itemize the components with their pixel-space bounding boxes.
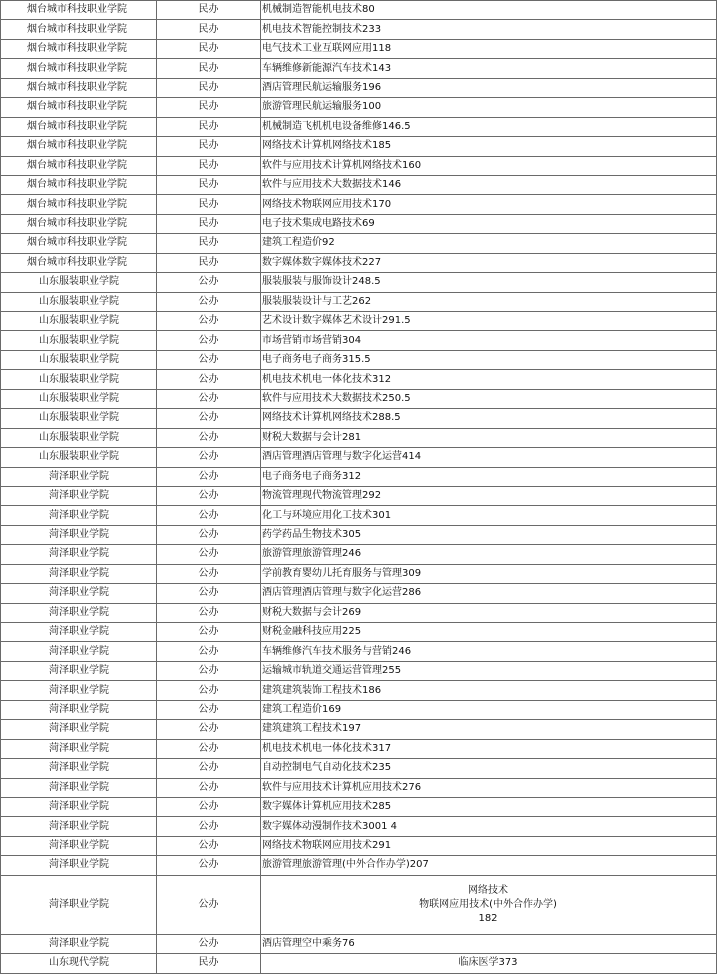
school-name-cell: 菏泽职业学院: [1, 661, 157, 680]
school-name-cell: 烟台城市科技职业学院: [1, 195, 157, 214]
school-name-cell: 烟台城市科技职业学院: [1, 253, 157, 272]
major-score-cell: 电子技术集成电路技术69: [261, 214, 717, 233]
major-score-cell: 酒店管理酒店管理与数字化运营286: [261, 584, 717, 603]
school-name-cell: 菏泽职业学院: [1, 506, 157, 525]
school-type-cell: 民办: [157, 195, 261, 214]
school-type-cell: 民办: [157, 156, 261, 175]
major-score-cell: 学前教育婴幼儿托育服务与管理309: [261, 564, 717, 583]
school-type-cell: 民办: [157, 78, 261, 97]
major-score-cell: 临床医学373: [261, 954, 717, 973]
table-row: [1, 934, 717, 953]
table-row: [1, 59, 717, 78]
school-type-cell: 民办: [157, 954, 261, 973]
school-type-cell: 公办: [157, 739, 261, 758]
school-name-cell: 菏泽职业学院: [1, 642, 157, 661]
major-score-cell: 机电技术机电一体化技术312: [261, 370, 717, 389]
major-score-cell: 艺术设计数字媒体艺术设计291.5: [261, 312, 717, 331]
major-score-cell: 数字媒体数字媒体技术227: [261, 253, 717, 272]
school-name-cell: 山东服装职业学院: [1, 409, 157, 428]
major-score-cell: [261, 875, 717, 934]
school-type-cell: 公办: [157, 642, 261, 661]
table-row: [1, 331, 717, 350]
table-row: [1, 98, 717, 117]
school-type-cell: 民办: [157, 39, 261, 58]
school-name-cell: 烟台城市科技职业学院: [1, 20, 157, 39]
major-score-cell: 软件与应用技术大数据技术146: [261, 175, 717, 194]
major-score-cell: 酒店管理民航运输服务196: [261, 78, 717, 97]
school-name-cell: 烟台城市科技职业学院: [1, 156, 157, 175]
school-type-cell: 公办: [157, 623, 261, 642]
major-score-cell: 酒店管理空中乘务76: [261, 934, 717, 953]
major-score-cell: 建筑工程造价169: [261, 700, 717, 719]
school-type-cell: 公办: [157, 836, 261, 855]
school-type-cell: 公办: [157, 525, 261, 544]
school-type-cell: 民办: [157, 117, 261, 136]
school-name-cell: 烟台城市科技职业学院: [1, 1, 157, 20]
major-score-cell: 财税大数据与会计269: [261, 603, 717, 622]
school-type-cell: 公办: [157, 934, 261, 953]
school-name-cell: 烟台城市科技职业学院: [1, 137, 157, 156]
school-type-cell: 民办: [157, 20, 261, 39]
major-score-cell: 网络技术计算机网络技术185: [261, 137, 717, 156]
school-type-cell: 公办: [157, 389, 261, 408]
school-type-cell: 民办: [157, 253, 261, 272]
table-row: [1, 681, 717, 700]
school-name-cell: 烟台城市科技职业学院: [1, 214, 157, 233]
school-type-cell: 公办: [157, 759, 261, 778]
school-type-cell: 公办: [157, 409, 261, 428]
school-name-cell: 山东现代学院: [1, 954, 157, 973]
school-type-cell: 公办: [157, 564, 261, 583]
major-score-cell: 数字媒体计算机应用技术285: [261, 797, 717, 816]
school-type-cell: 公办: [157, 448, 261, 467]
school-type-cell: 民办: [157, 175, 261, 194]
table-row: [1, 584, 717, 603]
table-row: [1, 623, 717, 642]
major-score-cell: 车辆维修汽车技术服务与营销246: [261, 642, 717, 661]
school-name-cell: 山东服装职业学院: [1, 331, 157, 350]
school-name-cell: 菏泽职业学院: [1, 817, 157, 836]
table-row: [1, 156, 717, 175]
table-row: [1, 234, 717, 253]
table-row: [1, 486, 717, 505]
major-score-cell: 财税金融科技应用225: [261, 623, 717, 642]
table-row: [1, 137, 717, 156]
table-row: [1, 409, 717, 428]
major-score-cell: 化工与环境应用化工技术301: [261, 506, 717, 525]
major-score-cell: 机电技术机电一体化技术317: [261, 739, 717, 758]
table-row: [1, 117, 717, 136]
school-type-cell: 公办: [157, 506, 261, 525]
school-name-cell: 烟台城市科技职业学院: [1, 59, 157, 78]
school-name-cell: 菏泽职业学院: [1, 564, 157, 583]
school-name-cell: 烟台城市科技职业学院: [1, 117, 157, 136]
major-score-cell: 建筑工程造价92: [261, 234, 717, 253]
school-type-cell: 公办: [157, 856, 261, 875]
table-row: [1, 739, 717, 758]
table-row: [1, 253, 717, 272]
school-name-cell: 菏泽职业学院: [1, 739, 157, 758]
major-score-line: 物联网应用技术(中外合作办学): [419, 898, 557, 910]
table-row: [1, 700, 717, 719]
school-name-cell: 菏泽职业学院: [1, 584, 157, 603]
table-row: [1, 817, 717, 836]
school-type-cell: 公办: [157, 778, 261, 797]
school-name-cell: 菏泽职业学院: [1, 875, 157, 934]
major-score-cell: 财税大数据与会计281: [261, 428, 717, 447]
school-name-cell: 菏泽职业学院: [1, 603, 157, 622]
table-row: [1, 273, 717, 292]
school-name-cell: 菏泽职业学院: [1, 778, 157, 797]
school-type-cell: 民办: [157, 137, 261, 156]
school-type-cell: 公办: [157, 486, 261, 505]
score-table-body: [1, 1, 717, 974]
school-type-cell: 公办: [157, 817, 261, 836]
school-type-cell: 公办: [157, 370, 261, 389]
major-score-cell: 软件与应用技术计算机应用技术276: [261, 778, 717, 797]
table-row: [1, 39, 717, 58]
school-type-cell: 民办: [157, 234, 261, 253]
table-row: [1, 954, 717, 973]
major-score-cell: 数字媒体动漫制作技术3001 4: [261, 817, 717, 836]
major-score-cell: 旅游管理旅游管理(中外合作办学)207: [261, 856, 717, 875]
table-row: [1, 545, 717, 564]
major-score-cell: 酒店管理酒店管理与数字化运营414: [261, 448, 717, 467]
table-row: [1, 856, 717, 875]
school-name-cell: 烟台城市科技职业学院: [1, 234, 157, 253]
table-row: [1, 389, 717, 408]
table-row: [1, 759, 717, 778]
major-score-cell: 网络技术物联网应用技术170: [261, 195, 717, 214]
table-row: [1, 428, 717, 447]
school-name-cell: 烟台城市科技职业学院: [1, 78, 157, 97]
table-row: [1, 467, 717, 486]
table-row: [1, 642, 717, 661]
school-type-cell: 公办: [157, 603, 261, 622]
school-type-cell: 公办: [157, 350, 261, 369]
school-name-cell: 菏泽职业学院: [1, 856, 157, 875]
school-type-cell: 民办: [157, 1, 261, 20]
major-score-cell: 机械制造智能机电技术80: [261, 1, 717, 20]
major-score-cell: 软件与应用技术计算机网络技术160: [261, 156, 717, 175]
school-name-cell: 菏泽职业学院: [1, 720, 157, 739]
table-row: [1, 797, 717, 816]
school-name-cell: 山东服装职业学院: [1, 292, 157, 311]
major-score-cell: 物流管理现代物流管理292: [261, 486, 717, 505]
major-score-cell: 电子商务电子商务312: [261, 467, 717, 486]
table-row: [1, 603, 717, 622]
school-type-cell: 公办: [157, 428, 261, 447]
school-type-cell: 公办: [157, 681, 261, 700]
table-row: [1, 20, 717, 39]
school-name-cell: 山东服装职业学院: [1, 350, 157, 369]
school-name-cell: 烟台城市科技职业学院: [1, 39, 157, 58]
school-name-cell: 山东服装职业学院: [1, 428, 157, 447]
table-row: [1, 448, 717, 467]
school-name-cell: 菏泽职业学院: [1, 467, 157, 486]
table-row: [1, 525, 717, 544]
school-name-cell: 菏泽职业学院: [1, 934, 157, 953]
school-name-cell: 山东服装职业学院: [1, 370, 157, 389]
school-type-cell: 公办: [157, 797, 261, 816]
school-type-cell: 民办: [157, 214, 261, 233]
school-type-cell: 公办: [157, 661, 261, 680]
table-row: [1, 778, 717, 797]
major-score-cell: 网络技术物联网应用技术291: [261, 836, 717, 855]
school-name-cell: 菏泽职业学院: [1, 681, 157, 700]
major-score-cell: 电子商务电子商务315.5: [261, 350, 717, 369]
table-row: [1, 836, 717, 855]
school-name-cell: 烟台城市科技职业学院: [1, 98, 157, 117]
table-row: [1, 506, 717, 525]
major-score-cell: 服装服装与服饰设计248.5: [261, 273, 717, 292]
major-score-cell: 建筑建筑工程技术197: [261, 720, 717, 739]
school-type-cell: 公办: [157, 700, 261, 719]
table-row: [1, 720, 717, 739]
major-score-cell: 运输城市轨道交通运营管理255: [261, 661, 717, 680]
major-score-cell: 车辆维修新能源汽车技术143: [261, 59, 717, 78]
table-row: [1, 661, 717, 680]
major-score-cell: 服装服装设计与工艺262: [261, 292, 717, 311]
school-name-cell: 山东服装职业学院: [1, 312, 157, 331]
table-row: [1, 564, 717, 583]
school-type-cell: 公办: [157, 720, 261, 739]
major-score-line: 182: [478, 912, 498, 924]
school-type-cell: 公办: [157, 545, 261, 564]
school-name-cell: 山东服装职业学院: [1, 448, 157, 467]
table-row: [1, 312, 717, 331]
school-type-cell: 公办: [157, 312, 261, 331]
major-score-cell: 建筑建筑装饰工程技术186: [261, 681, 717, 700]
major-score-cell: 旅游管理旅游管理246: [261, 545, 717, 564]
major-score-cell: 自动控制电气自动化技术235: [261, 759, 717, 778]
table-row: [1, 214, 717, 233]
major-score-cell: 网络技术计算机网络技术288.5: [261, 409, 717, 428]
major-score-cell: 机械制造飞机机电设备维修146.5: [261, 117, 717, 136]
table-row: [1, 875, 717, 934]
table-row: [1, 370, 717, 389]
table-row: [1, 292, 717, 311]
school-name-cell: 菏泽职业学院: [1, 623, 157, 642]
school-name-cell: 菏泽职业学院: [1, 545, 157, 564]
school-name-cell: 菏泽职业学院: [1, 525, 157, 544]
school-name-cell: 菏泽职业学院: [1, 700, 157, 719]
major-score-cell: 电气技术工业互联网应用118: [261, 39, 717, 58]
school-type-cell: 民办: [157, 59, 261, 78]
school-name-cell: 菏泽职业学院: [1, 486, 157, 505]
school-name-cell: 山东服装职业学院: [1, 273, 157, 292]
major-score-line: 网络技术: [468, 884, 508, 896]
major-score-cell: 旅游管理民航运输服务100: [261, 98, 717, 117]
table-row: [1, 195, 717, 214]
school-type-cell: 公办: [157, 273, 261, 292]
table-row: [1, 1, 717, 20]
school-name-cell: 菏泽职业学院: [1, 759, 157, 778]
table-row: [1, 350, 717, 369]
major-score-cell: 机电技术智能控制技术233: [261, 20, 717, 39]
table-row: [1, 78, 717, 97]
school-name-cell: 山东服装职业学院: [1, 389, 157, 408]
table-row: [1, 175, 717, 194]
school-type-cell: 公办: [157, 875, 261, 934]
school-type-cell: 公办: [157, 584, 261, 603]
major-score-cell: 软件与应用技术大数据技术250.5: [261, 389, 717, 408]
major-score-cell: 市场营销市场营销304: [261, 331, 717, 350]
school-name-cell: 烟台城市科技职业学院: [1, 175, 157, 194]
school-type-cell: 公办: [157, 467, 261, 486]
school-name-cell: 菏泽职业学院: [1, 836, 157, 855]
school-type-cell: 公办: [157, 331, 261, 350]
school-type-cell: 民办: [157, 98, 261, 117]
school-name-cell: 菏泽职业学院: [1, 797, 157, 816]
major-score-cell: 药学药品生物技术305: [261, 525, 717, 544]
school-type-cell: 公办: [157, 292, 261, 311]
